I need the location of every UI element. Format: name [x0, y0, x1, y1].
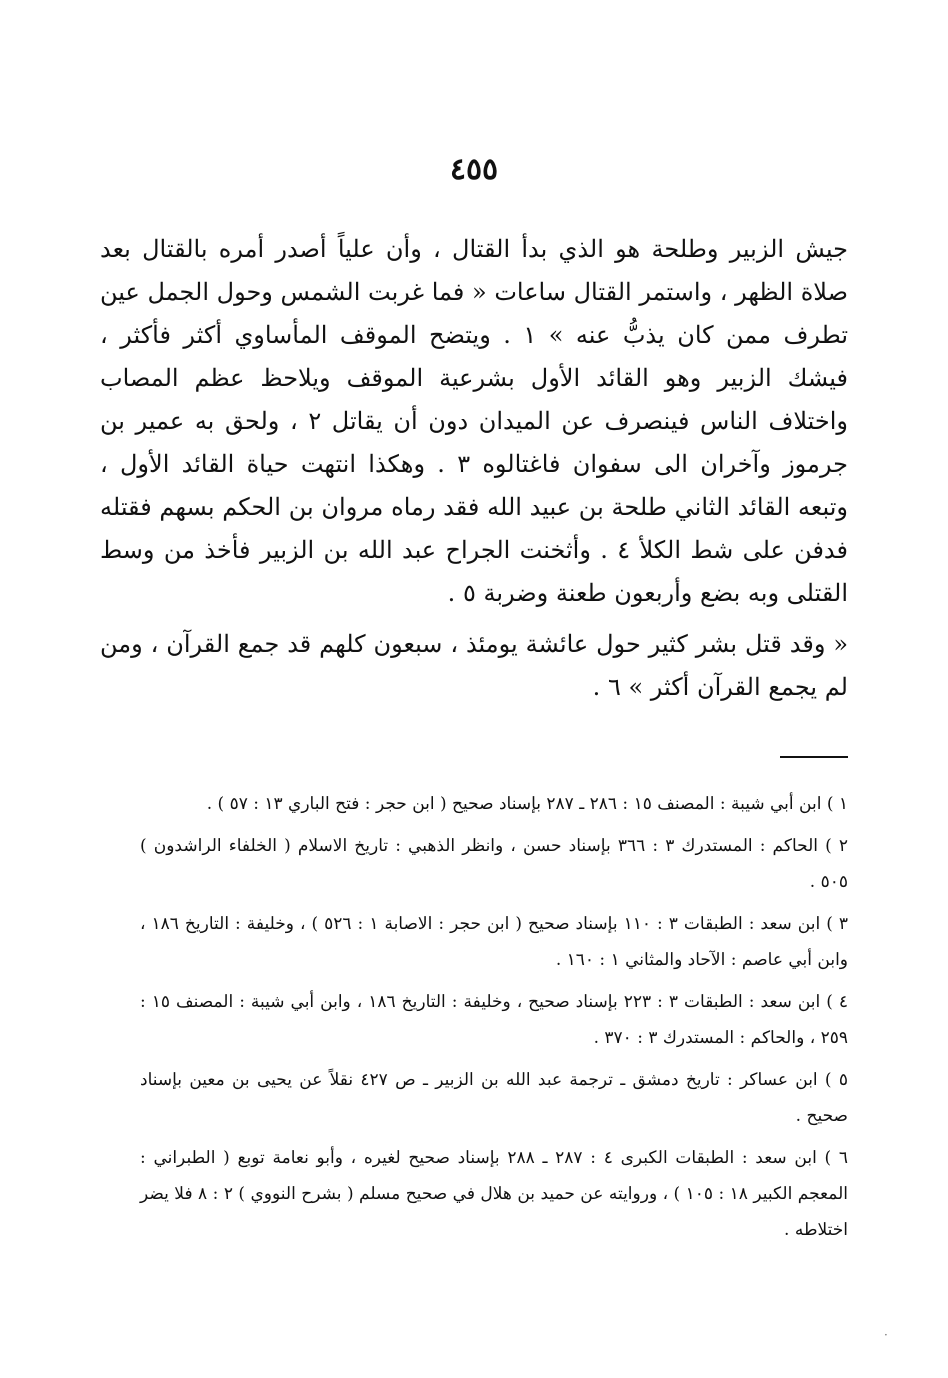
page-number: ٤٥٥ [449, 152, 499, 187]
footnote: ٣ ) ابن سعد : الطبقات ٣ : ١١٠ بإسناد صحيح ( ابن حجر : الاصابة ١ : ٥٢٦ ) ، وخليفة : التاريخ ١٨٦ ، وابن أبي عاصم : الآحاد والمثاني ١ : ١٦٠ . [140, 914, 848, 970]
footnotes [140, 786, 848, 1254]
main-text [100, 228, 848, 709]
scan-mark: · [884, 1328, 888, 1342]
footnote: ٦ ) ابن سعد : الطبقات الكبرى ٤ : ٢٨٧ ـ ٢٨٨ بإسناد صحيح لغيره ، وأبو نعامة توبع ( الطبراني : المعجم الكبير ١٨ : ١٠٥ ) ، وروايته عن حميد بن هلال في صحيح مسلم ( بشرح النووي ) ٢ : ٨ فلا يضر اختلاطه . [140, 1148, 848, 1240]
footnote: ٢ ) الحاكم : المستدرك ٣ : ٣٦٦ بإسناد حسن ، وانظر الذهبي : تاريخ الاسلام ( الخلفاء الراشدون ) ٥٠٥ . [140, 836, 849, 892]
footnote: ٥ ) ابن عساكر : تاريخ دمشق ـ ترجمة عبد الله بن الزبير ـ ص ٤٢٧ نقلاً عن يحيى بن معين بإسناد صحيح . [140, 1070, 849, 1126]
quote-paragraph: « وقد قتل بشر كثير حول عائشة يومئذ ، سبعون كلهم قد جمع القرآن ، ومن لم يجمع القرآن أكثر » ٦ . [100, 630, 848, 701]
footnote: ١ ) ابن أبي شيبة : المصنف ١٥ : ٢٨٦ ـ ٢٨٧ بإسناد صحيح ( ابن حجر : فتح الباري ١٣ : ٥٧ ) . [206, 794, 848, 814]
body-paragraph: جيش الزبير وطلحة هو الذي بدأ القتال ، وأن علياً أصدر أمره بالقتال بعد صلاة الظهر ، واستمر القتال ساعات « فما غربت الشمس وحول الجمل عين تطرف ممن كان يذبُّ عنه » ١ . ويتضح الموقف المأساوي أكثر فأكثر ، فيشك الزبير وهو القائد الأول بشرعية الموقف ويلاحظ عظم المصاب واختلاف الناس فينصرف عن الميدان دون أن يقاتل ٢ ، ولحق به عمير بن جرموز وآخران الى سفوان فاغتالوه ٣ . وهكذا انتهت حياة القائد الأول ، وتبعه القائد الثاني طلحة بن عبيد الله فقد رماه مروان بن الحكم بسهم فقتله فدفن على شط الكلأ ٤ . وأثخنت الجراح عبد الله بن الزبير فأخذ من وسط القتلى وبه بضع وأربعون طعنة وضربة ٥ . [100, 235, 849, 607]
footnote: ٤ ) ابن سعد : الطبقات ٣ : ٢٢٣ بإسناد صحيح ، وخليفة : التاريخ ١٨٦ ، وابن أبي شيبة : المصنف ١٥ : ٢٥٩ ، والحاكم : المستدرك ٣ : ٣٧٠ . [140, 992, 849, 1048]
footnote-separator [780, 756, 848, 758]
